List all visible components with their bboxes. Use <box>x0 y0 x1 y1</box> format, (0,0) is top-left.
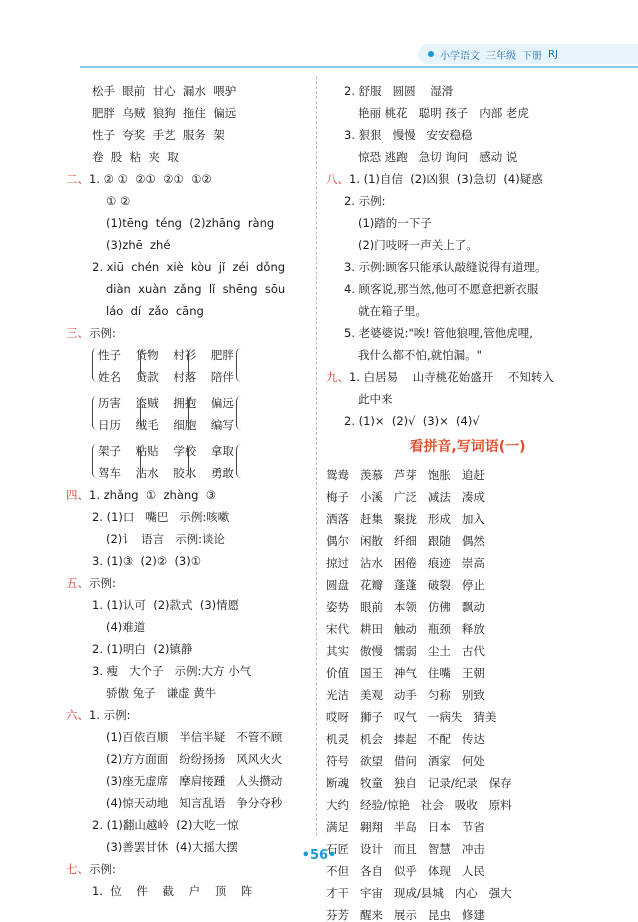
answer-text: 3. 瘦 大个子 示例:大方 小气 <box>92 664 252 678</box>
answer-line <box>326 690 485 702</box>
answer-line <box>358 108 529 120</box>
answer-text: 符号 欲望 借问 酒家 何处 <box>326 754 485 768</box>
header-edition: RJ <box>548 48 558 60</box>
answer-text: 光洁 美观 动手 匀称 别致 <box>326 688 485 702</box>
answer-text: 2. 舒服 圆圆 湿滑 <box>344 84 454 98</box>
answer-text: 不但 各自 似乎 体现 人民 <box>326 864 485 878</box>
question-label: 六、 <box>66 708 89 722</box>
answer-line <box>326 668 485 680</box>
answer-text: (4)难道 <box>106 620 146 634</box>
answer-line <box>106 218 274 230</box>
question-label: 九、 <box>326 370 349 384</box>
answer-text: 断魂 牧童 独自 记录/纪录 保存 <box>326 776 512 790</box>
question-label: 三、 <box>66 326 89 340</box>
answer-text: 1. (1)自信 (2)凶狠 (3)急切 (4)疑惑 <box>349 172 543 186</box>
answer-line <box>326 624 485 636</box>
answer-text: 3. 示例:顾客只能承认敲缝说得有道理。 <box>344 260 547 274</box>
answer-line <box>344 196 386 208</box>
answer-text: 2. xiū chén xiè kòu jǐ zéi dǒng <box>92 260 286 274</box>
answer-line <box>66 174 212 186</box>
answer-text: 满足 翱翔 半岛 日本 节省 <box>326 820 485 834</box>
answer-text: (3)zhē zhé <box>106 238 171 252</box>
question-label: 七、 <box>66 862 89 876</box>
question-label: 五、 <box>66 576 89 590</box>
answer-line <box>92 886 252 898</box>
answer-text: 历害 盗贼 拥抱 偏远 <box>98 396 234 410</box>
pair-brace <box>236 348 243 382</box>
answer-line <box>344 86 453 98</box>
pair-brace <box>188 396 195 430</box>
pair-brace <box>236 444 243 478</box>
answer-text: (2)门吱呀一声关上了。 <box>358 238 478 252</box>
answer-line <box>92 820 239 832</box>
answer-text: 驾车 沾水 胶水 勇敢 <box>98 466 234 480</box>
answer-text: 惊恐 逃跑 急切 询问 感动 说 <box>358 150 518 164</box>
header-rule <box>80 66 638 68</box>
answer-line <box>358 350 482 362</box>
answer-text: 洒落 赶集 聚拢 形成 加入 <box>326 512 485 526</box>
answer-line <box>326 536 485 548</box>
answer-line <box>358 152 517 164</box>
answer-text: 机灵 机会 捧起 不配 传达 <box>326 732 485 746</box>
answer-line <box>326 514 485 526</box>
answer-text: ① ② <box>106 194 131 208</box>
answer-text: 1. 位 件 截 户 顶 阵 <box>92 884 253 898</box>
answer-text: 此中来 <box>358 392 393 406</box>
answer-line <box>92 262 285 274</box>
answer-line <box>344 328 533 340</box>
answer-text: 就在箱子里。 <box>358 304 427 318</box>
answer-text: 示例: <box>89 326 116 340</box>
answer-line <box>358 240 478 252</box>
section-title: 看拼音,写词语(一) <box>409 439 526 455</box>
answer-line <box>98 446 234 458</box>
header-subject: 小学语文 <box>440 50 480 62</box>
answer-line <box>106 622 145 634</box>
answer-text: (2)讠 语言 示例:谈论 <box>106 532 225 546</box>
answer-line <box>98 420 234 432</box>
answer-text: 圆盘 花瓣 蓬蓬 破裂 停止 <box>326 578 485 592</box>
answer-text: 2. 示例: <box>344 194 386 208</box>
answer-text: 3. 狠狠 慢慢 安安稳稳 <box>344 128 473 142</box>
answer-text: 2. (1)翻山越岭 (2)大吃一惊 <box>92 818 239 832</box>
answer-line <box>358 306 427 318</box>
answer-text: (1)tēng téng (2)zhāng ràng <box>106 216 275 230</box>
pair-brace <box>140 444 147 478</box>
answer-line <box>92 644 193 656</box>
answer-line <box>92 600 239 612</box>
answer-line <box>344 262 547 274</box>
answer-line <box>92 666 251 678</box>
answer-text: 哎呀 狮子 叹气 一病失 猜美 <box>326 710 497 724</box>
answer-line <box>66 328 116 340</box>
answer-text: láo dí zǎo cāng <box>106 304 204 318</box>
answer-text: 示例: <box>89 576 116 590</box>
answer-line <box>98 372 234 384</box>
question-label: 八、 <box>326 172 349 186</box>
answer-text: 姓名 贷款 村落 陪伴 <box>98 370 234 384</box>
pair-brace <box>236 396 243 430</box>
answer-text: 松手 眼前 甘心 漏水 喂驴 <box>92 84 237 98</box>
answer-line <box>326 866 485 878</box>
pair-brace <box>92 396 99 430</box>
answer-line <box>106 776 282 788</box>
answer-text: 3. (1)③ (2)② (3)① <box>92 554 202 568</box>
answer-text: 5. 老婆婆说:"唉! 管他狼哩,管他虎哩, <box>344 326 533 340</box>
answer-line <box>326 492 485 504</box>
answer-line <box>326 822 485 834</box>
answer-line <box>106 732 282 744</box>
answer-text: 卷 股 粘 夹 取 <box>92 150 179 164</box>
pair-brace <box>140 348 147 382</box>
answer-text: (1)踏的一下子 <box>358 216 432 230</box>
answer-line <box>66 864 116 876</box>
answer-text: 日历 绒毛 细胞 编写 <box>98 418 234 432</box>
answer-text: 2. (1)口 嘴巴 示例:咳嗽 <box>92 510 230 524</box>
answer-text: 2. (1)明白 (2)镇静 <box>92 642 193 656</box>
answer-text: 鸳鸯 羡慕 芦芽 饱胀 追赶 <box>326 468 485 482</box>
answer-line <box>92 130 225 142</box>
pair-brace <box>188 348 195 382</box>
answer-text: 姿势 眼前 本领 仿佛 飘动 <box>326 600 485 614</box>
answer-line <box>92 86 236 98</box>
answer-line <box>326 800 512 812</box>
answer-line <box>326 712 496 724</box>
pair-brace <box>140 396 147 430</box>
answer-text: 1. zhǎng ① zhàng ③ <box>89 488 217 502</box>
answer-text: 2. (1)× (2)√ (3)× (4)√ <box>344 414 480 428</box>
answer-line <box>344 130 473 142</box>
answer-line <box>92 512 229 524</box>
answer-text: 示例: <box>89 862 116 876</box>
answer-line <box>106 754 282 766</box>
book-header-tab <box>418 44 638 64</box>
pair-brace <box>188 444 195 478</box>
answer-line <box>326 778 512 790</box>
answer-text: (1)百依百顺 半信半疑 不管不顾 <box>106 730 283 744</box>
answer-line <box>106 798 282 810</box>
answer-line <box>106 196 130 208</box>
answer-line <box>106 284 285 296</box>
answer-line <box>98 398 234 410</box>
answer-line <box>326 174 543 186</box>
answer-line <box>106 306 204 318</box>
answer-text: 我什么都不怕,就怕漏。" <box>358 348 482 362</box>
pair-brace <box>92 444 99 478</box>
answer-text: (4)惊天动地 知言乱语 争分夺秒 <box>106 796 283 810</box>
answer-text: 才干 宇宙 现成/县城 内心 强大 <box>326 886 512 900</box>
answer-line <box>98 468 234 480</box>
answer-line <box>66 578 116 590</box>
answer-line <box>358 218 432 230</box>
column-divider <box>316 76 317 836</box>
answer-text: 宋代 耕田 触动 瓶颈 释放 <box>326 622 485 636</box>
answer-text: 其实 傲慢 懦弱 尘土 古代 <box>326 644 485 658</box>
answer-line <box>66 710 131 722</box>
answer-line <box>66 490 216 502</box>
question-label: 四、 <box>66 488 89 502</box>
answer-line <box>92 152 179 164</box>
answer-text: (3)座无虚席 摩肩接踵 人头攒动 <box>106 774 283 788</box>
answer-text: 骄傲 兔子 谦虚 黄牛 <box>106 686 217 700</box>
answer-text: 梅子 小溪 广泛 减法 凑成 <box>326 490 485 504</box>
answer-line <box>106 688 216 700</box>
answer-line <box>326 756 485 768</box>
header-term: 下册 <box>522 50 542 62</box>
answer-line <box>344 416 480 428</box>
page-number: •56• <box>301 848 337 863</box>
answer-line <box>326 470 485 482</box>
answer-line <box>92 556 201 568</box>
answer-text: 1. (1)认可 (2)款式 (3)情愿 <box>92 598 240 612</box>
answer-line <box>326 734 485 746</box>
answer-line <box>106 240 170 252</box>
answer-text: (2)方方面面 纷纷扬扬 风风火火 <box>106 752 283 766</box>
answer-line <box>326 910 485 922</box>
bullet-dot-icon <box>428 51 434 57</box>
answer-line <box>326 646 485 658</box>
answer-text: 大约 经验/惊艳 社会 吸收 原料 <box>326 798 512 812</box>
answer-text: 1. 示例: <box>89 708 131 722</box>
answer-line <box>92 108 236 120</box>
answer-text: 偶尔 闲散 纤细 跟随 偶然 <box>326 534 485 548</box>
answer-line <box>358 394 393 406</box>
answer-text: 1. 白居易 山寺桃花始盛开 不知转入 <box>349 370 554 384</box>
answer-text: 架子 粘贴 学校 拿取 <box>98 444 234 458</box>
answer-text: 掠过 沾水 困倦 痕迹 崇高 <box>326 556 485 570</box>
answer-text: (3)善罢甘休 (4)大摇大摆 <box>106 840 238 854</box>
answer-text: 4. 顾客说,那当然,他可不愿意把新衣服 <box>344 282 539 296</box>
answer-text: 艳丽 桃花 聪明 孩子 内部 老虎 <box>358 106 529 120</box>
answer-text: diàn xuàn zǎng lǐ shēng sōu <box>106 282 286 296</box>
answer-line <box>326 580 485 592</box>
question-label: 二、 <box>66 172 89 186</box>
header-grade: 三年级 <box>486 50 516 62</box>
answer-text: 性子 货物 村衫 肥胖 <box>98 348 234 362</box>
answer-line <box>326 558 485 570</box>
answer-text: 性子 夸奖 手艺 服务 架 <box>92 128 225 142</box>
answer-text: 肥胖 乌贼 狼狗 拖住 偏远 <box>92 106 237 120</box>
answer-text: 价值 国王 神气 住嘴 王朝 <box>326 666 485 680</box>
answer-line <box>326 372 554 384</box>
answer-line <box>98 350 234 362</box>
pair-brace <box>92 348 99 382</box>
answer-text: 石匠 设计 而且 智慧 冲击 <box>326 842 485 856</box>
answer-text: 芬芳 醒来 展示 昆虫 修建 <box>326 908 485 922</box>
answer-line <box>106 534 225 546</box>
answer-text: 1. ② ① ②① ②① ①② <box>89 172 212 186</box>
answer-line <box>326 602 485 614</box>
answer-line <box>344 284 538 296</box>
